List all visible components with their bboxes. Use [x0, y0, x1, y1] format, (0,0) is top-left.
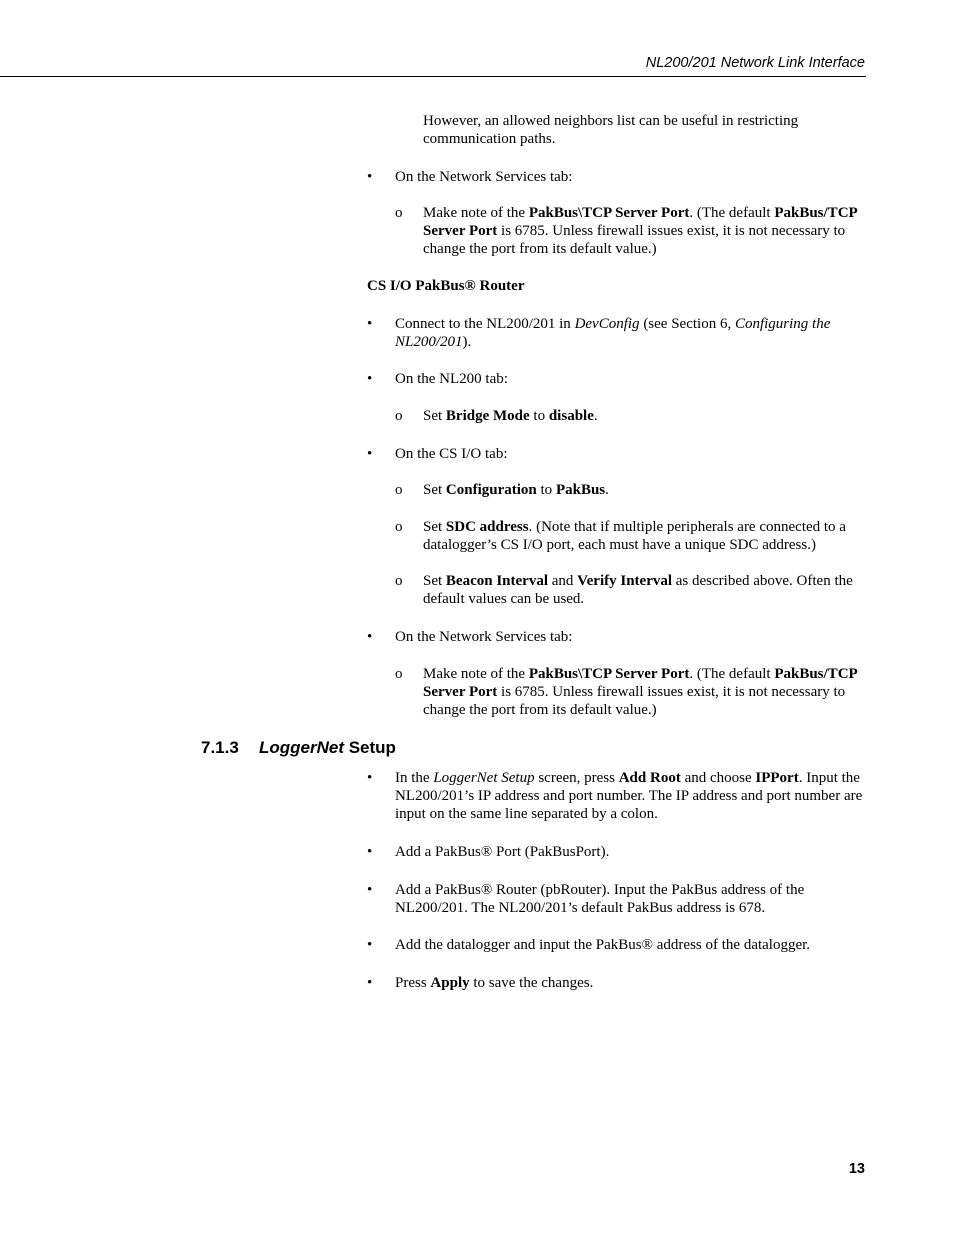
- sub-bullet-glyph: o: [395, 519, 403, 535]
- bullet-glyph: •: [367, 770, 373, 786]
- sub-bullet-glyph: o: [395, 205, 403, 221]
- sub-bullet-glyph: o: [395, 482, 403, 498]
- sub-bullet-glyph: o: [395, 573, 403, 589]
- sub-item-bridge-mode: Set Bridge Mode to disable.: [423, 408, 598, 424]
- bullet-glyph: •: [367, 844, 373, 860]
- continuation-paragraph: However, an allowed neighbors list can be useful in restricting communication paths.: [423, 113, 799, 147]
- subheading-router: CS I/O PakBus® Router: [367, 278, 525, 294]
- bullet-add-pakbus-router: Add a PakBus® Router (pbRouter). Input the PakBus address of the NL200/201. The NL200/201’s default PakBus address is 678.: [395, 882, 805, 916]
- bullet-glyph: •: [367, 371, 373, 387]
- bullet-add-datalogger: Add the datalogger and input the PakBus® address of the datalogger.: [395, 937, 811, 953]
- bullet-glyph: •: [367, 882, 373, 898]
- bullet-glyph: •: [367, 629, 373, 645]
- section-number: 7.1.3: [201, 738, 239, 757]
- sub-bullet-glyph: o: [395, 408, 403, 424]
- section-title-italic: LoggerNet: [259, 738, 344, 757]
- sub-bullet-glyph: o: [395, 666, 403, 682]
- bullet-glyph: •: [367, 975, 373, 991]
- sub-item-beacon-interval: Set Beacon Interval and Verify Interval as described above. Often the default values can be used.: [423, 573, 853, 607]
- bullet-network-services-2: On the Network Services tab:: [395, 629, 573, 645]
- header-rule: [0, 76, 866, 77]
- sub-item-tcp-port-note-2: Make note of the PakBus\TCP Server Port. (The default PakBus/TCP Server Port is 6785. Unless firewall issues exist, it is not necessary to change the port from its default value.): [423, 666, 857, 718]
- bullet-csio-tab: On the CS I/O tab:: [395, 446, 508, 462]
- section-title-rest: Setup: [344, 738, 396, 757]
- bullet-press-apply: Press Apply to save the changes.: [395, 975, 594, 991]
- bullet-glyph: •: [367, 446, 373, 462]
- section-heading: [201, 737, 396, 759]
- page-number: 13: [848, 1161, 865, 1177]
- bullet-network-services: On the Network Services tab:: [395, 169, 573, 185]
- sub-item-sdc-address: Set SDC address. (Note that if multiple peripherals are connected to a datalogger’s CS I/O port, each must have a unique SDC address.): [423, 519, 846, 553]
- bullet-glyph: •: [367, 937, 373, 953]
- bullet-glyph: •: [367, 316, 373, 332]
- bullet-connect-devconfig: Connect to the NL200/201 in DevConfig (see Section 6, Configuring the NL200/201).: [395, 316, 831, 350]
- sub-item-tcp-port-note: Make note of the PakBus\TCP Server Port. (The default PakBus/TCP Server Port is 6785. Unless firewall issues exist, it is not necessary to change the port from its default value.): [423, 205, 857, 257]
- sub-item-configuration: Set Configuration to PakBus.: [423, 482, 609, 498]
- running-header: NL200/201 Network Link Interface: [645, 55, 865, 71]
- bullet-nl200-tab: On the NL200 tab:: [395, 371, 508, 387]
- bullet-add-pakbus-port: Add a PakBus® Port (PakBusPort).: [395, 844, 610, 860]
- bullet-loggernet-setup: In the LoggerNet Setup screen, press Add Root and choose IPPort. Input the NL200/201’s IP address and port number. The IP address and port number are input on the same line separated by a colon.: [395, 770, 863, 822]
- bullet-glyph: •: [367, 169, 373, 185]
